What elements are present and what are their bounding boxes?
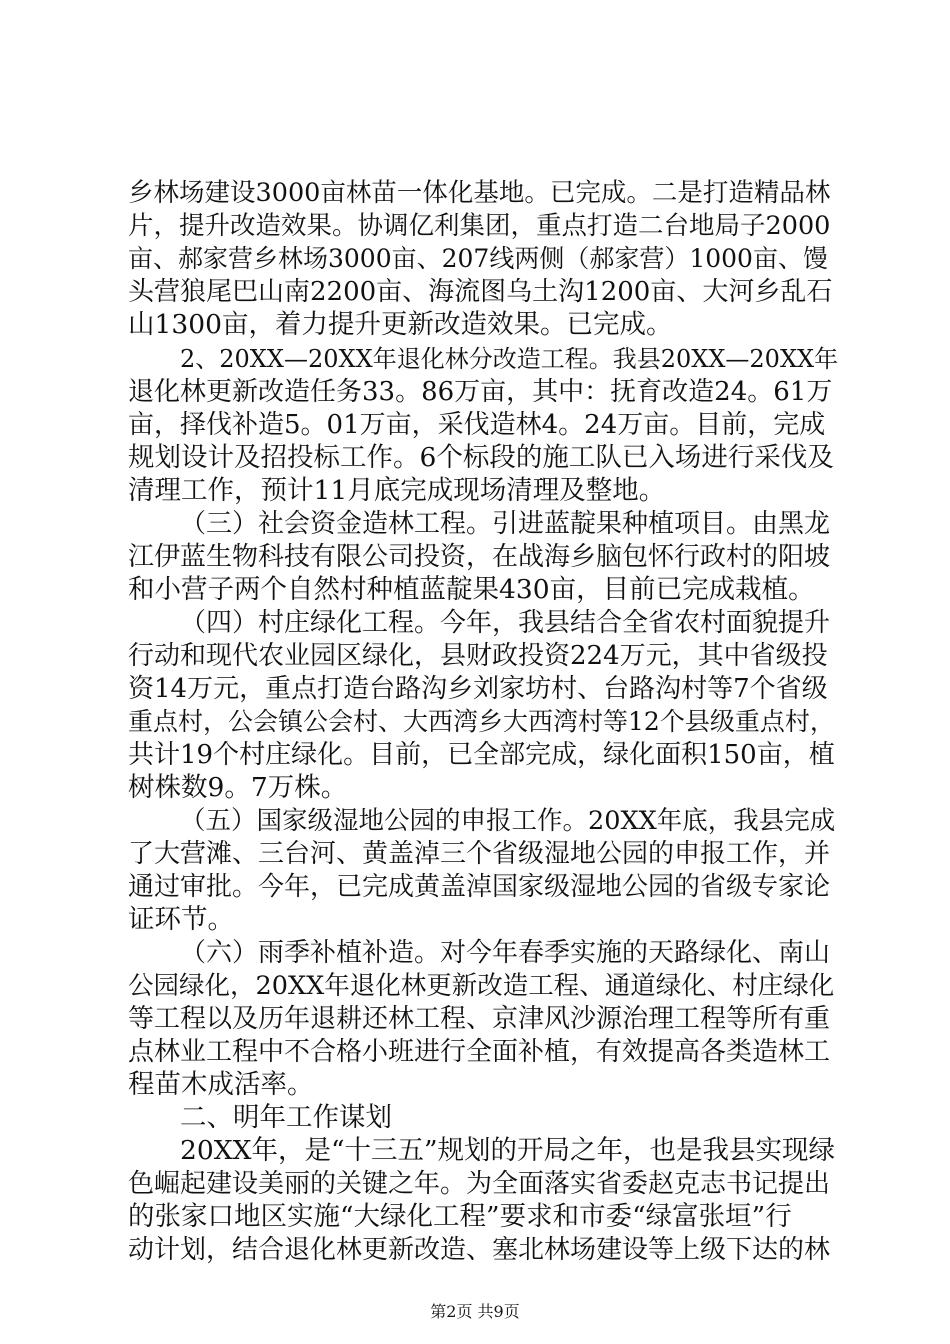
text-line: 规划设计及招投标工作。6个标段的施工队已入场进行采伐及 [128,442,834,473]
text-line: 亩、郝家营乡林场3000亩、207线两侧（郝家营）1000亩、馒 [128,244,828,273]
text-line: 清理工作，预计11月底完成现场清理及整地。 [128,475,666,506]
text-line: 色崛起建设美丽的关键之年。为全面落实省委赵克志书记提出 [128,1169,831,1199]
text-line: 乡林场建设3000亩林苗一体化基地。已完成。二是打造精品林 [128,178,831,208]
text-line: 行动和现代农业园区绿化，县财政投资224万元，其中省级投 [128,641,828,671]
text-line: 证环节。 [128,904,234,935]
text-line: 20XX年，是“十三五”规划的开局之年，也是我县实现绿 [180,1135,836,1166]
text-line: 动计划，结合退化林更新改造、塞北林场建设等上级下达的林 [128,1235,831,1265]
text-line: （三）社会资金造林工程。引进蓝靛果种植项目。由黑龙 [180,509,831,539]
text-line: 共计19个村庄绿化。目前，已全部完成，绿化面积150亩，植 [128,740,835,770]
text-line: 资14万元，重点打造台路沟乡刘家坊村、台路沟村等7个省级 [128,674,828,704]
text-line: 退化林更新改造任务33。86万亩，其中：抚育改造24。61万 [128,377,833,407]
text-line: 点林业工程中不合格小班进行全面补植，有效提高各类造林工 [128,1037,831,1067]
page-number: 第2页 共9页 [430,1302,520,1321]
text-line: 江伊蓝生物科技有限公司投资，在战海乡脑包怀行政村的阳坡 [128,542,831,572]
text-line: 片，提升改造效果。协调亿利集团，重点打造二台地局子2000 [128,211,831,241]
section-heading: 二、明年工作谋划 [180,1102,392,1133]
text-line: 和小营子两个自然村种植蓝靛果430亩，目前已完成栽植。 [128,574,815,605]
text-line: 树株数9。7万株。 [128,772,348,803]
text-line: （五）国家级湿地公园的申报工作。20XX年底，我县完成 [180,806,836,836]
text-line: 等工程以及历年退耕还林工程、京津风沙源治理工程等所有重 [128,1004,831,1034]
text-line: 程苗木成活率。 [128,1069,314,1100]
text-line: 亩，择伐补造5。01万亩，采伐造林4。24万亩。目前，完成 [128,410,826,440]
text-line: （四）村庄绿化工程。今年，我县结合全省农村面貌提升 [180,608,831,638]
text-line: 2、20XX—20XX年退化林分改造工程。我县20XX—20XX年 [180,345,839,373]
text-line: （六）雨季补植补造。对今年春季实施的天路绿化、南山 [180,938,831,968]
text-line: 公园绿化，20XX年退化林更新改造工程、通道绿化、村庄绿化 [128,971,835,1001]
text-line: 的张家口地区实施“大绿化工程”要求和市委“绿富张垣”行 [128,1201,792,1232]
text-line: 了大营滩、三台河、黄盖淖三个省级湿地公园的申报工作，并 [128,839,831,869]
text-line: 山1300亩，着力提升更新改造效果。已完成。 [128,309,673,340]
text-line: 重点村，公会镇公会村、大西湾乡大西湾村等12个县级重点村， [128,707,835,736]
text-line: 通过审批。今年，已完成黄盖淖国家级湿地公园的省级专家论 [128,872,831,902]
text-line: 头营狼尾巴山南2200亩、海流图乌土沟1200亩、大河乡乱石 [128,277,833,307]
